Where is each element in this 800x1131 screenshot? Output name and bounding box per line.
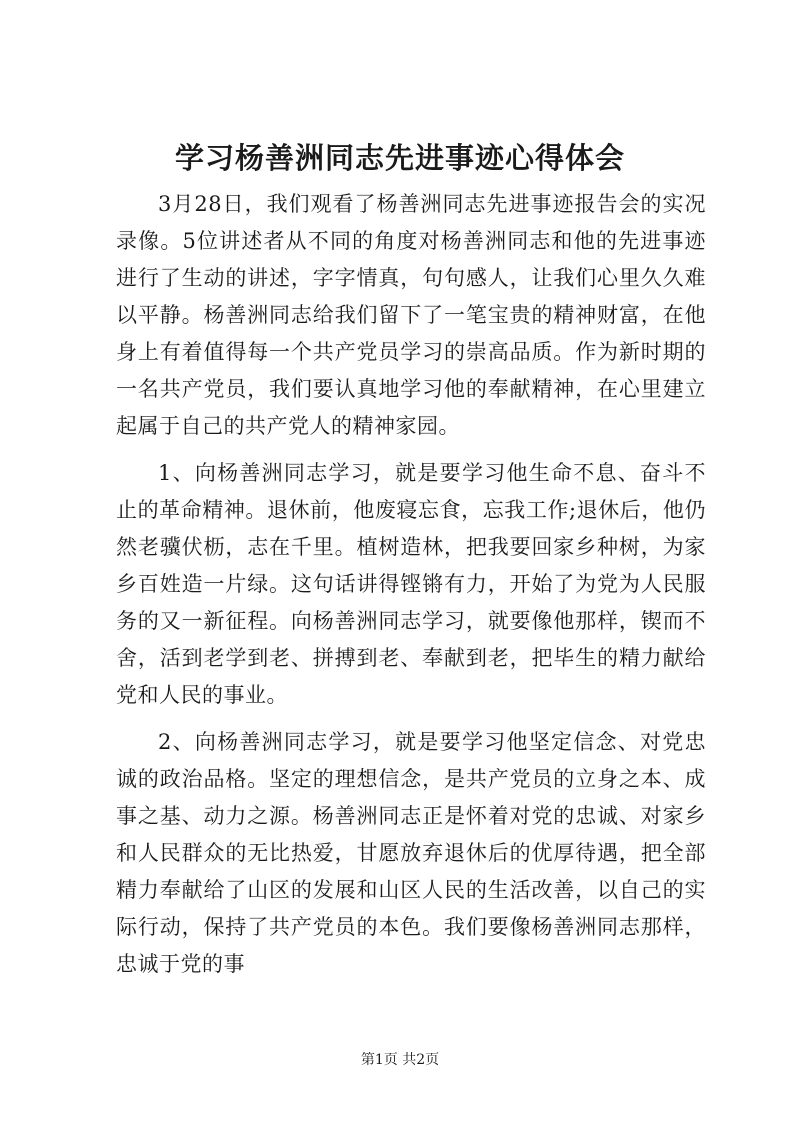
document-title: 学习杨善洲同志先进事迹心得体会 bbox=[174, 141, 625, 175]
paragraph-point-2: 2、向杨善洲同志学习，就是要学习他坚定信念、对党忠诚的政治品格。坚定的理想信念，是共产党员的立身之本、成事之基、动力之源。杨善洲同志正是怀着对党的忠诚、对家乡和人民群众的无比热爱，甘愿放弃退休后的优厚待遇，把全部精力奉献给了山区的发展和山区人民的生活改善，以自己的实际行动，保持了共产党员的本色。我们要像杨善洲同志那样，忠诚于党的事 bbox=[116, 730, 706, 976]
paragraph-point-1: 1、向杨善洲同志学习，就是要学习他生命不息、奋斗不止的革命精神。退休前，他废寝忘食，忘我工作;退休后，他仍然老骥伏枥，志在千里。植树造林，把我要回家乡种树，为家乡百姓造一片绿。这句话讲得铿锵有力，开始了为党为人民服务的又一新征程。向杨善洲同志学习，就要像他那样，锲而不舍，活到老学到老、拼搏到老、奉献到老，把毕生的精力献给党和人民的事业。 bbox=[116, 461, 706, 707]
document-body bbox=[116, 186, 706, 993]
page-footer: 第1页 共2页 bbox=[360, 1052, 440, 1068]
paragraph-intro: 3月28日，我们观看了杨善洲同志先进事迹报告会的实况录像。5位讲述者从不同的角度对杨善洲同志和他的先进事迹进行了生动的讲述，字字情真，句句感人，让我们心里久久难以平静。杨善洲同志给我们留下了一笔宝贵的精神财富，在他身上有着值得每一个共产党员学习的崇高品质。作为新时期的一名共产党员，我们要认真地学习他的奉献精神，在心里建立起属于自己的共产党人的精神家园。 bbox=[116, 192, 706, 438]
